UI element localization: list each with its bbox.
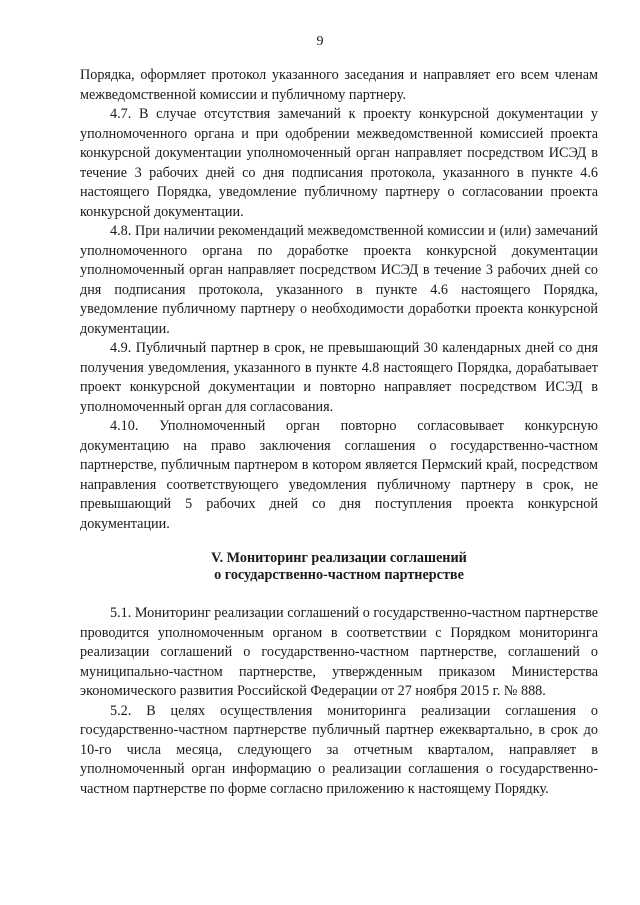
paragraph-4-7: 4.7. В случае отсутствия замечаний к проекту конкурсной документации у уполномоченного органа и при одобрении межведомственной комиссией проекта конкурсной документации уполномоченный орган направляет посредством ИСЭД в течение 3 рабочих дней со дня подписания протокола, указанного в пункте 4.6 настоящего Порядка, уведомление публичному партнеру о согласовании проекта конкурсной документации. — [80, 106, 598, 220]
paragraph-4-8: 4.8. При наличии рекомендаций межведомственной комиссии и (или) замечаний уполномоченного органа по доработке проекта конкурсной документации уполномоченный орган направляет посредством ИСЭД в течение 3 рабочих дней со дня подписания протокола, указанного в пункте 4.6 настоящего Порядка, уведомление публичному партнеру о необходимости доработки проекта конкурсной документации. — [80, 223, 598, 337]
section-heading — [80, 550, 598, 584]
section-heading-line-1: V. Мониторинг реализации соглашений — [211, 550, 467, 566]
paragraph-continuation: Порядка, оформляет протокол указанного заседания и направляет его всем членам межведомственной комиссии и публичному партнеру. — [80, 67, 598, 103]
paragraph-5-2: 5.2. В целях осуществления мониторинга реализации соглашения о государственно-частном партнерстве публичный партнер ежеквартально, в срок до 10-го числа месяца, следующего за отчетным кварталом, направляет в уполномоченный орган информацию о реализации соглашения о государственно-частном партнерстве по форме согласно приложению к настоящему Порядку. — [80, 702, 598, 797]
paragraph-4-9: 4.9. Публичный партнер в срок, не превышающий 30 календарных дней со дня получения уведомления, указанного в пункте 4.8 настоящего Порядка, дорабатывает проект конкурсной документации и повторно направляет посредством ИСЭД в уполномоченный орган для согласования. — [80, 340, 598, 415]
page-number: 9 — [316, 34, 324, 49]
paragraph-4-10: 4.10. Уполномоченный орган повторно согласовывает конкурсную документацию на право заключения соглашения о государственно-частном партнерстве, публичным партнером в котором является Пермский край, посредством направления соответствующего уведомления публичному партнеру в срок, не превышающий 5 рабочих дней со дня поступления проекта конкурсной документации. — [80, 418, 598, 532]
section-heading-line-2: о государственно-частном партнерстве — [214, 567, 464, 583]
document-body — [80, 66, 598, 799]
paragraph-5-1: 5.1. Мониторинг реализации соглашений о государственно-частном партнерстве проводится уполномоченным органом в соответствии с Порядком мониторинга реализации соглашений о государственно-частном партнерстве, соглашений о муниципально-частном партнерстве, утвержденным приказом Министерства экономического развития Российской Федерации от 27 ноября 2015 г. № 888. — [80, 605, 598, 699]
